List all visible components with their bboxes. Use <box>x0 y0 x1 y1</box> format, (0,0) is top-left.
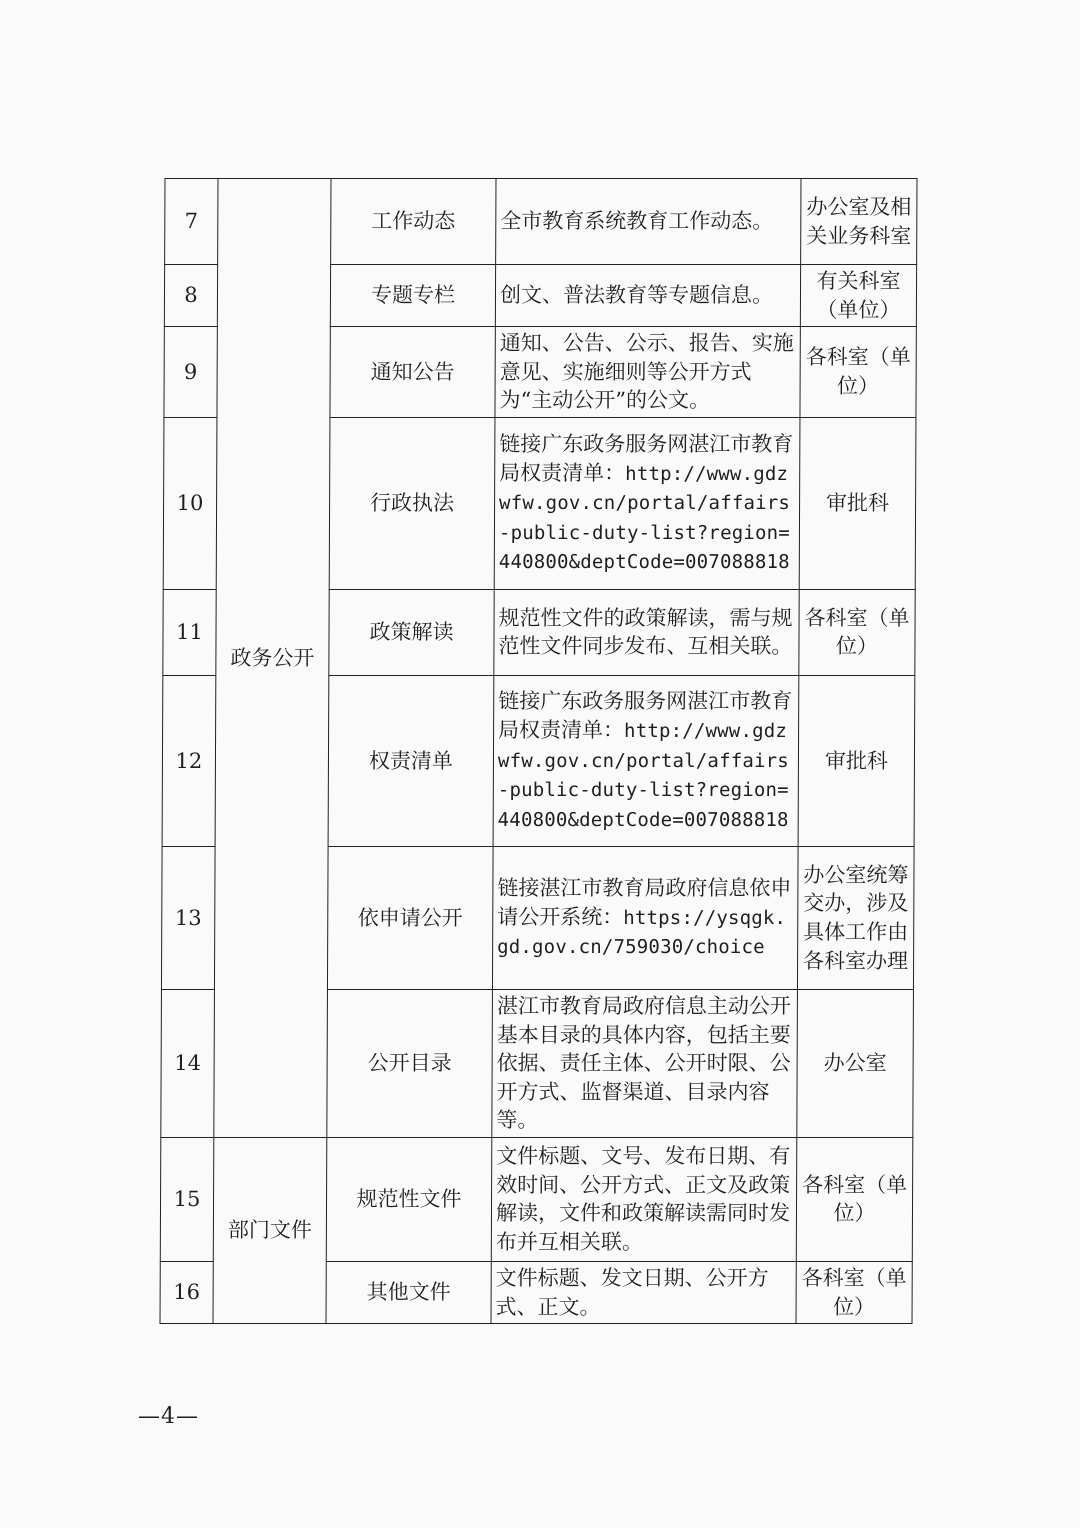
responsible-dept: 办公室 <box>797 989 914 1137</box>
responsible-dept: 各科室（单位） <box>799 589 915 675</box>
item-content <box>493 675 799 846</box>
row-number: 15 <box>160 1137 214 1261</box>
item-name: 规范性文件 <box>326 1137 492 1261</box>
row-number: 8 <box>164 265 217 327</box>
item-content: 文件标题、发文日期、公开方式、正文。 <box>491 1261 796 1323</box>
row-number: 7 <box>165 179 218 265</box>
responsible-dept: 办公室统筹交办，涉及具体工作由各科室办理 <box>797 846 914 989</box>
row-number: 11 <box>163 589 216 675</box>
row-number: 14 <box>161 989 215 1137</box>
row-number: 9 <box>164 327 217 418</box>
item-name: 专题专栏 <box>330 265 495 327</box>
row-number: 16 <box>160 1261 213 1323</box>
responsible-dept: 审批科 <box>798 675 915 846</box>
table-row <box>160 1137 913 1261</box>
table-row <box>165 179 917 265</box>
item-name: 依申请公开 <box>327 846 493 989</box>
item-name: 工作动态 <box>331 179 496 265</box>
page-number: —4— <box>138 1404 199 1429</box>
duty-list-link[interactable]: http://www.gdzwfw.gov.cn/portal/affairs-public-duty-list?region=440800&deptCode=007088818 <box>498 462 791 574</box>
item-name: 政策解读 <box>329 589 494 675</box>
item-content: 文件标题、文号、发布日期、有效时间、公开方式、正文及政策解读，文件和政策解读需同时发布并互相关联。 <box>491 1137 797 1261</box>
item-content: 通知、公告、公示、报告、实施意见、实施细则等公开方式为“主动公开”的公文。 <box>495 327 800 418</box>
item-content: 全市教育系统教育工作动态。 <box>496 179 801 265</box>
duty-list-link[interactable]: http://www.gdzwfw.gov.cn/portal/affairs-public-duty-list?region=440800&deptCode=007088818 <box>497 720 789 831</box>
item-content <box>492 846 798 989</box>
item-name: 通知公告 <box>330 327 495 418</box>
content-text: 链接广东政务服务网湛江市教育局权责清单： <box>498 689 793 743</box>
category-cell: 部门文件 <box>213 1137 327 1323</box>
responsible-dept: 有关科室（单位） <box>800 265 916 327</box>
row-number: 10 <box>163 417 217 589</box>
item-content: 湛江市教育局政府信息主动公开基本目录的具体内容，包括主要依据、责任主体、公开时限、公开方式、监督渠道、目录内容等。 <box>492 989 798 1137</box>
item-name: 权责清单 <box>328 675 494 846</box>
responsible-dept: 各科室（单位） <box>800 327 916 418</box>
row-number: 13 <box>161 846 215 989</box>
responsible-dept: 办公室及相关业务科室 <box>801 179 917 265</box>
item-name: 其他文件 <box>326 1261 491 1323</box>
item-content: 规范性文件的政策解读，需与规范性文件同步发布、互相关联。 <box>494 589 799 675</box>
content-text: 链接广东政务服务网湛江市教育局权责清单： <box>499 431 794 485</box>
item-content <box>494 417 800 589</box>
item-name: 公开目录 <box>327 989 493 1137</box>
item-content: 创文、普法教育等专题信息。 <box>495 265 800 327</box>
responsible-dept: 各科室（单位） <box>796 1261 912 1323</box>
disclosure-catalog-table <box>159 178 917 1324</box>
item-name: 行政执法 <box>329 417 495 589</box>
category-cell: 政务公开 <box>214 179 331 1138</box>
row-number: 12 <box>162 675 216 846</box>
responsible-dept: 各科室（单位） <box>796 1137 913 1261</box>
responsible-dept: 审批科 <box>799 417 916 589</box>
application-system-link[interactable]: https://ysqgk.gd.gov.cn/759030/choice <box>497 906 787 959</box>
content-text: 链接湛江市教育局政府信息依申请公开系统： <box>497 876 792 929</box>
